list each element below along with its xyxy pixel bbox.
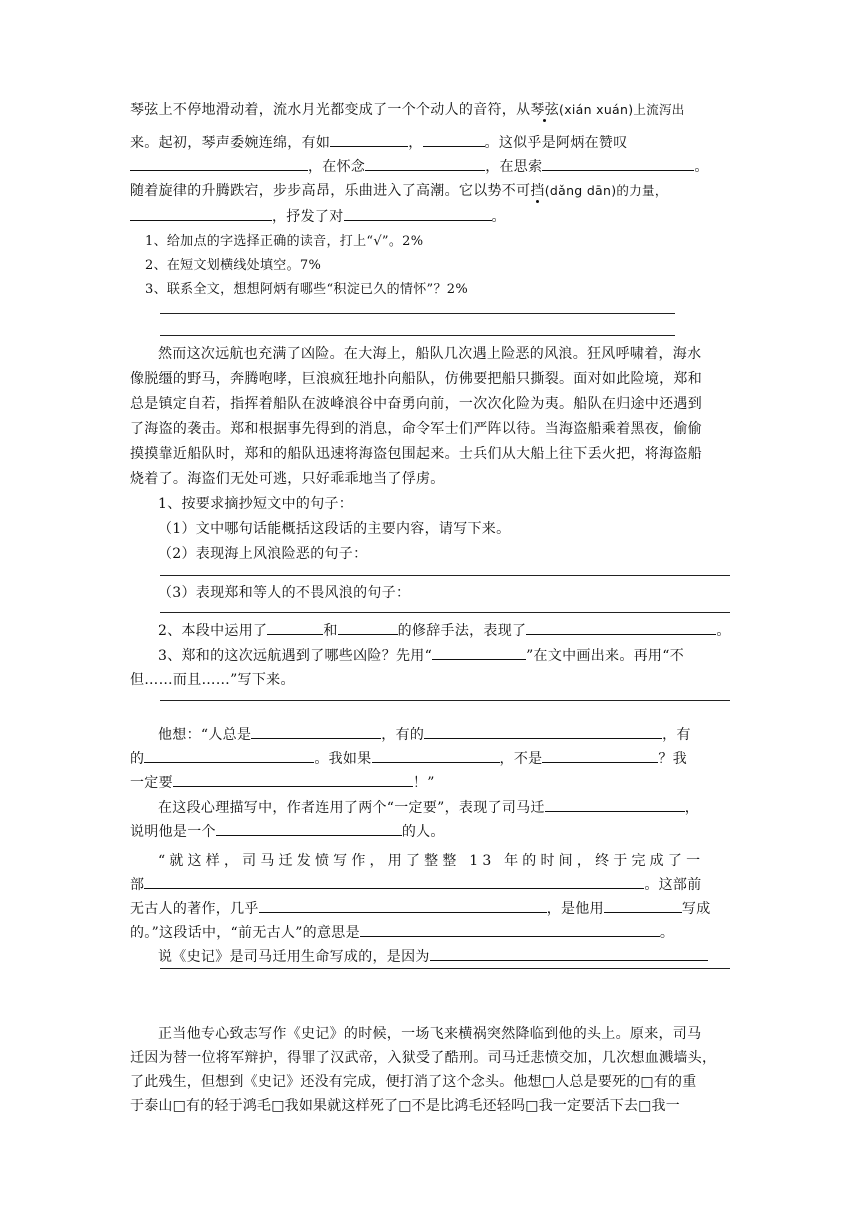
passage3-line: 说明他是一个 的人。 bbox=[130, 821, 730, 842]
blank-field[interactable] bbox=[173, 772, 413, 787]
answer-line[interactable] bbox=[160, 313, 675, 314]
passage2-line: 烧着了。海盗们无处可逃，只好乖乖地当了俘虏。 bbox=[130, 471, 445, 487]
passage3-line: 的 。我如果 ，不是 ？我 bbox=[130, 748, 730, 769]
blank-field[interactable] bbox=[430, 946, 708, 961]
question-3: 3、联系全文，想想阿炳有哪些“积淀已久的情怀”？2% bbox=[145, 282, 468, 297]
blank-field[interactable] bbox=[432, 645, 526, 660]
blank-field[interactable] bbox=[251, 724, 381, 739]
passage2-line: 总是镇定自若，指挥着船队在波峰浪谷中奋勇向前，一次次化险为夷。船队在归途中还遇到 bbox=[130, 396, 702, 412]
passage1-line3: ，在怀念 ，在思索 。 bbox=[130, 156, 730, 177]
blank-field[interactable] bbox=[330, 132, 408, 147]
passage3-line: 说《史记》是司马迁用生命写成的，是因为 bbox=[158, 946, 758, 967]
answer-line[interactable] bbox=[160, 612, 730, 613]
blank-field[interactable] bbox=[144, 874, 644, 889]
question-1: 1、按要求摘抄短文中的句子： bbox=[158, 496, 354, 512]
blank-field[interactable] bbox=[365, 156, 485, 171]
blank-field[interactable] bbox=[542, 748, 658, 763]
question-3-cont: 但……而且……”写下来。 bbox=[130, 672, 295, 688]
question-1a: （1）文中哪句话能概括这段话的主要内容，请写下来。 bbox=[158, 521, 511, 537]
blank-field[interactable] bbox=[360, 922, 660, 937]
blank-field[interactable] bbox=[338, 620, 398, 635]
passage2-line: 像脱缰的野马，奔腾咆哮，巨浪疯狂地扑向船队，仿佛要把船只撕裂。面对如此险境，郑和 bbox=[130, 371, 702, 387]
blank-field[interactable] bbox=[267, 620, 323, 635]
passage1-line5: ，抒发了对 。 bbox=[130, 206, 730, 227]
passage2-line: 然而这次远航也充满了凶险。在大海上，船队几次遇上险恶的风浪。狂风呼啸着，海水 bbox=[158, 346, 702, 362]
question-1: 1、给加点的字选择正确的读音，打上“√”。2% bbox=[145, 234, 424, 249]
passage3-line: 无古人的著作，几乎 ，是他用 写成 bbox=[130, 898, 730, 919]
blank-field[interactable] bbox=[344, 206, 492, 221]
passage2-line: 摸摸靠近船队时，郑和的船队迅速将海盗包围起来。士兵们从大船上往下丢火把，将海盗船 bbox=[130, 446, 702, 462]
blank-field[interactable] bbox=[372, 748, 500, 763]
passage1-line1: 琴弦上不停地滑动着，流水月光都变成了一个个动人的音符，从琴弦(xián xuán)上流泻出 bbox=[130, 102, 685, 118]
passage4-line: 迁因为替一位将军辩护，得罪了汉武帝，入狱受了酷刑。司马迁悲愤交加，几次想血溅墙头， bbox=[130, 1050, 717, 1066]
answer-line[interactable] bbox=[160, 575, 730, 576]
passage4-line: 了此残生，但想到《史记》还没有完成，便打消了这个念头。他想□人总是要死的□有的重 bbox=[130, 1074, 697, 1090]
passage3-line: 的。”这段话中，“前无古人”的意思是 。 bbox=[130, 922, 730, 943]
answer-line[interactable] bbox=[160, 335, 675, 336]
passage3-line: 在这段心理描写中，作者连用了两个“一定要”，表现了司马迁 ， bbox=[158, 797, 758, 818]
question-2: 2、在短文划横线处填空。7% bbox=[145, 258, 322, 273]
blank-field[interactable] bbox=[216, 821, 402, 836]
blank-field[interactable] bbox=[130, 206, 272, 221]
blank-field[interactable] bbox=[545, 797, 685, 812]
blank-field[interactable] bbox=[526, 620, 716, 635]
blank-field[interactable] bbox=[259, 898, 547, 913]
blank-field[interactable] bbox=[130, 156, 308, 171]
blank-field[interactable] bbox=[542, 156, 694, 171]
passage3-line: 他想：“人总是 ，有的 ，有 bbox=[158, 724, 758, 745]
passage2-line: 了海盗的袭击。郑和根据事先得到的消息，命令军士们严阵以待。当海盗船乘着黑夜，偷偷 bbox=[130, 421, 702, 437]
answer-line[interactable] bbox=[160, 700, 730, 701]
passage1-line4: 随着旋律的升腾跌宕，步步高昂，乐曲进入了高潮。它以势不可挡(dǎng dān)的力量， bbox=[130, 183, 668, 199]
question-1c: （3）表现郑和等人的不畏风浪的句子： bbox=[158, 585, 411, 601]
blank-field[interactable] bbox=[424, 724, 662, 739]
dotted-word-dang: 挡 bbox=[530, 183, 545, 199]
passage4-line: 正当他专心致志写作《史记》的时候，一场飞来横祸突然降临到他的头上。原来，司马 bbox=[158, 1026, 702, 1042]
answer-line[interactable] bbox=[160, 968, 730, 969]
blank-field[interactable] bbox=[604, 898, 682, 913]
passage4-line: 于泰山□有的轻于鸿毛□我如果就这样死了□不是比鸿毛还轻吗□我一定要活下去□我一 bbox=[130, 1098, 680, 1114]
blank-field[interactable] bbox=[144, 748, 314, 763]
blank-field[interactable] bbox=[423, 132, 485, 147]
passage3-line: “就这样，司马迁发愤写作，用了整整 13 年的时间，终于完成了一 bbox=[158, 853, 705, 869]
question-1b: （2）表现海上风浪险恶的句子： bbox=[158, 546, 368, 562]
passage3-line: 一定要 ！” bbox=[130, 772, 730, 793]
question-2: 2、本段中运用了 和 的修辞手法，表现了 。 bbox=[158, 620, 758, 641]
question-3: 3、郑和的这次远航遇到了哪些凶险？先用“ ”在文中画出来。再用“不 bbox=[158, 645, 758, 666]
passage3-line: 部 。这部前 bbox=[130, 874, 730, 895]
passage1-line2: 来。起初，琴声委婉连绵，有如 ， 。这似乎是阿炳在赞叹 bbox=[130, 132, 730, 153]
dotted-word-qinxian: 琴弦 bbox=[530, 102, 560, 118]
